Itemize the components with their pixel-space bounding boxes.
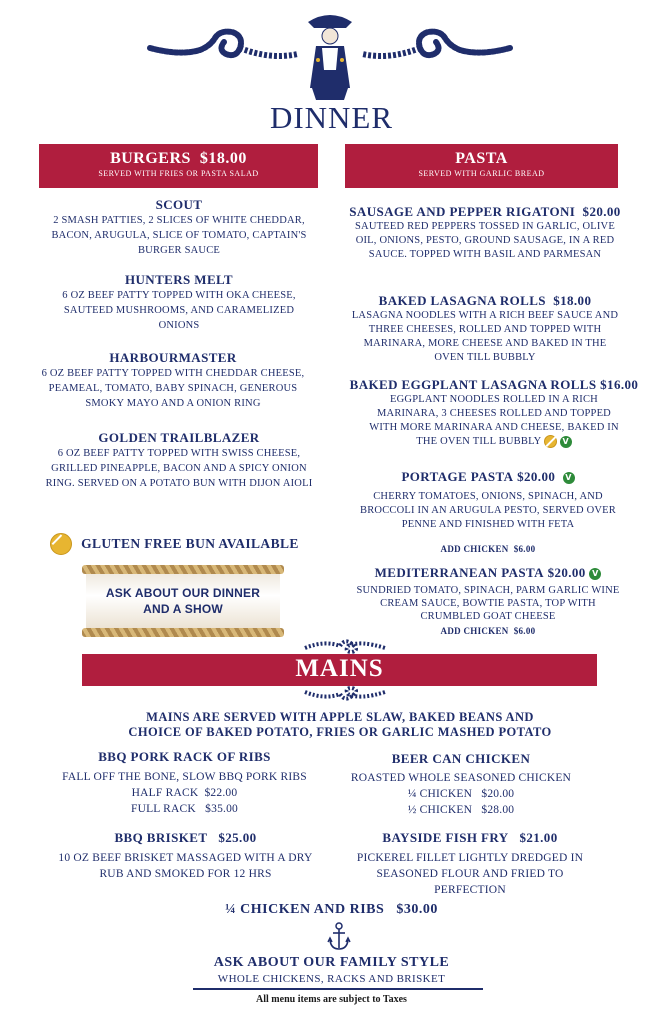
half-chicken bbox=[330, 802, 592, 818]
item-price: $18.00 bbox=[553, 293, 592, 308]
burger-item-golden-trailblazer bbox=[42, 430, 316, 491]
item-desc: 10 OZ BEEF BRISKET MASSAGED WITH A DRY RUB AND SMOKED FOR 12 HRS bbox=[58, 852, 313, 880]
mains-rope-bottom bbox=[300, 684, 390, 704]
combo-price: $30.00 bbox=[396, 902, 438, 917]
burgers-price: $18.00 bbox=[199, 150, 247, 167]
vegan-icon: V bbox=[563, 472, 575, 484]
burgers-subtitle: SERVED WITH FRIES OR PASTA SALAD bbox=[98, 169, 259, 178]
item-price: $20.00 bbox=[582, 204, 621, 219]
quarter-chicken-label: ¼ CHICKEN bbox=[407, 788, 473, 800]
quarter-chicken bbox=[330, 786, 592, 802]
item-desc: 6 OZ BEEF PATTY TOPPED WITH CHEDDAR CHEESE, PEAMEAL, TOMATO, BABY SPINACH, GENEROUS SMOKY MAYO AND A ONION RING bbox=[41, 368, 305, 409]
mains-intro bbox=[60, 710, 620, 740]
item-desc: SAUTEED RED PEPPERS TOSSED IN GARLIC, OLIVE OIL, ONIONS, PESTO, GROUND SAUSAGE, IN A RED SAUCE. TOPPED WITH BASIL AND PARMESAN bbox=[355, 221, 615, 260]
mains-item-combo bbox=[0, 902, 663, 918]
item-name-line bbox=[345, 830, 595, 846]
add-chicken-label: ADD CHICKEN bbox=[440, 544, 509, 554]
add-chicken-price: $6.00 bbox=[513, 626, 536, 636]
burgers-title: BURGERS bbox=[110, 150, 191, 167]
pasta-item-lasagna-rolls bbox=[345, 293, 625, 365]
half-chicken-label: ½ CHICKEN bbox=[407, 804, 473, 816]
footer-divider bbox=[193, 988, 483, 990]
family-style-title: ASK ABOUT OUR FAMILY STYLE bbox=[213, 955, 450, 970]
pasta-item-mediterranean bbox=[350, 565, 626, 636]
item-name-line bbox=[345, 293, 625, 309]
item-desc: 6 OZ BEEF PATTY TOPPED WITH OKA CHEESE, SAUTEED MUSHROOMS, AND CARAMELIZED ONIONS bbox=[62, 290, 296, 331]
item-name-line bbox=[340, 204, 630, 220]
item-desc: SUNDRIED TOMATO, SPINACH, PARM GARLIC WINE CREAM SAUCE, BOWTIE PASTA, TOP WITH CRUMBLED GOAT CHEESE bbox=[356, 585, 620, 622]
rope-knot-logo bbox=[140, 8, 520, 104]
item-desc: EGGPLANT NOODLES ROLLED IN A RICH MARINARA, 3 CHEESES ROLLED AND TOPPED WITH MORE MARINARA AND CHEESE, BAKED IN THE OVEN TILL BUBBLY bbox=[369, 394, 619, 447]
pasta-title: PASTA bbox=[455, 150, 508, 167]
mains-item-ribs bbox=[42, 749, 327, 817]
item-price: $16.00 bbox=[600, 377, 639, 392]
item-name: PORTAGE PASTA bbox=[401, 469, 514, 484]
combo-name: ¼ CHICKEN AND RIBS bbox=[225, 902, 385, 917]
vegan-icon: V bbox=[589, 568, 601, 580]
item-name: BBQ BRISKET bbox=[114, 830, 208, 845]
gluten-free-icon bbox=[50, 533, 72, 555]
mains-intro-line-1: MAINS ARE SERVED WITH APPLE SLAW, BAKED BEANS AND bbox=[146, 710, 534, 724]
family-style-subtitle: WHOLE CHICKENS, RACKS AND BRISKET bbox=[217, 973, 446, 985]
item-name: HUNTERS MELT bbox=[125, 272, 233, 287]
ribs-full-rack bbox=[42, 801, 327, 817]
item-price: $20.00 bbox=[517, 469, 556, 484]
burgers-header bbox=[39, 144, 318, 188]
mains-item-chicken bbox=[330, 751, 592, 818]
item-desc-wrap bbox=[340, 393, 648, 449]
pasta-item-portage bbox=[350, 469, 626, 554]
item-name: SCOUT bbox=[155, 197, 203, 212]
pasta-header bbox=[345, 144, 618, 188]
logo bbox=[140, 8, 520, 104]
add-chicken bbox=[350, 544, 626, 554]
half-chicken-price: $28.00 bbox=[481, 804, 515, 816]
mains-intro-line-2: CHOICE OF BAKED POTATO, FRIES OR GARLIC MASHED POTATO bbox=[128, 725, 552, 739]
half-rack-price: $22.00 bbox=[204, 787, 238, 799]
item-name: BAKED LASAGNA ROLLS bbox=[378, 293, 546, 308]
gluten-free-icon bbox=[544, 435, 557, 448]
gluten-free-text: GLUTEN FREE BUN AVAILABLE bbox=[81, 536, 299, 551]
item-desc: LASAGNA NOODLES WITH A RICH BEEF SAUCE AND THREE CHEESES, ROLLED AND TOPPED WITH MARINARA, MORE CHEESE AND BAKED IN THE OVEN TILL BUBBLY bbox=[351, 310, 619, 363]
item-name-line bbox=[350, 469, 626, 485]
page-title: DINNER bbox=[269, 100, 394, 135]
tax-note: All menu items are subject to Taxes bbox=[256, 994, 407, 1005]
dinner-show-sign bbox=[82, 565, 284, 637]
pasta-subtitle: SERVED WITH GARLIC BREAD bbox=[418, 169, 545, 178]
rope-top bbox=[82, 565, 284, 574]
burger-item-harbourmaster bbox=[38, 350, 308, 411]
vegan-icon: V bbox=[560, 436, 572, 448]
pasta-item-eggplant-rolls bbox=[340, 377, 648, 449]
item-name-line bbox=[340, 377, 648, 393]
add-chicken-label: ADD CHICKEN bbox=[440, 626, 509, 636]
burger-item-scout bbox=[34, 197, 324, 258]
item-name: SAUSAGE AND PEPPER RIGATONI bbox=[349, 204, 576, 219]
ribs-half-rack bbox=[42, 785, 327, 801]
full-rack-price: $35.00 bbox=[205, 803, 238, 815]
item-name: MEDITERRANEAN PASTA bbox=[374, 565, 544, 580]
burger-item-hunters-melt bbox=[44, 272, 314, 333]
mains-item-brisket bbox=[48, 830, 323, 882]
item-name-line bbox=[350, 565, 626, 581]
item-desc: CHERRY TOMATOES, ONIONS, SPINACH, AND BROCCOLI IN AN ARUGULA PESTO, SERVED OVER PENNE AND FINISHED WITH FETA bbox=[360, 491, 616, 530]
item-name: GOLDEN TRAILBLAZER bbox=[98, 430, 260, 445]
item-price: $21.00 bbox=[519, 830, 558, 845]
mains-rope-top bbox=[300, 636, 390, 656]
gluten-free-note bbox=[50, 533, 340, 555]
item-desc: ROASTED WHOLE SEASONED CHICKEN bbox=[350, 772, 572, 784]
sign-line-2: AND A SHOW bbox=[143, 602, 223, 616]
quarter-chicken-price: $20.00 bbox=[481, 788, 515, 800]
item-name: BEER CAN CHICKEN bbox=[391, 751, 531, 766]
item-name: HARBOURMASTER bbox=[109, 350, 237, 365]
half-rack-label: HALF RACK bbox=[131, 787, 199, 799]
item-desc: FALL OFF THE BONE, SLOW BBQ PORK RIBS bbox=[62, 771, 307, 783]
add-chicken-price: $6.00 bbox=[513, 544, 536, 554]
item-name: BAKED EGGPLANT LASAGNA ROLLS bbox=[349, 377, 597, 392]
item-name: BBQ PORK RACK OF RIBS bbox=[98, 749, 271, 764]
anchor-icon bbox=[327, 922, 351, 952]
item-desc: PICKEREL FILLET LIGHTLY DREDGED IN SEASONED FLOUR AND FRIED TO PERFECTION bbox=[356, 852, 584, 896]
item-price: $25.00 bbox=[218, 830, 257, 845]
sign-line-1: ASK ABOUT OUR DINNER bbox=[105, 586, 261, 600]
item-name-line bbox=[48, 830, 323, 846]
item-desc: 2 SMASH PATTIES, 2 SLICES OF WHITE CHEDDAR, BACON, ARUGULA, SLICE OF TOMATO, CAPTAIN'S BURGER SAUCE bbox=[51, 215, 307, 256]
full-rack-label: FULL RACK bbox=[130, 803, 196, 815]
mains-item-fish bbox=[345, 830, 595, 898]
mains-title: MAINS bbox=[295, 655, 384, 682]
rope-bottom bbox=[82, 628, 284, 637]
item-name: BAYSIDE FISH FRY bbox=[382, 830, 509, 845]
item-price: $20.00 bbox=[547, 565, 586, 580]
add-chicken bbox=[350, 626, 626, 636]
item-desc: 6 OZ BEEF PATTY TOPPED WITH SWISS CHEESE, GRILLED PINEAPPLE, BACON AND A SPICY ONION RING. SERVED ON A POTATO BUN WITH DIJON AIOLI bbox=[45, 448, 313, 489]
pasta-item-rigatoni bbox=[340, 204, 630, 262]
